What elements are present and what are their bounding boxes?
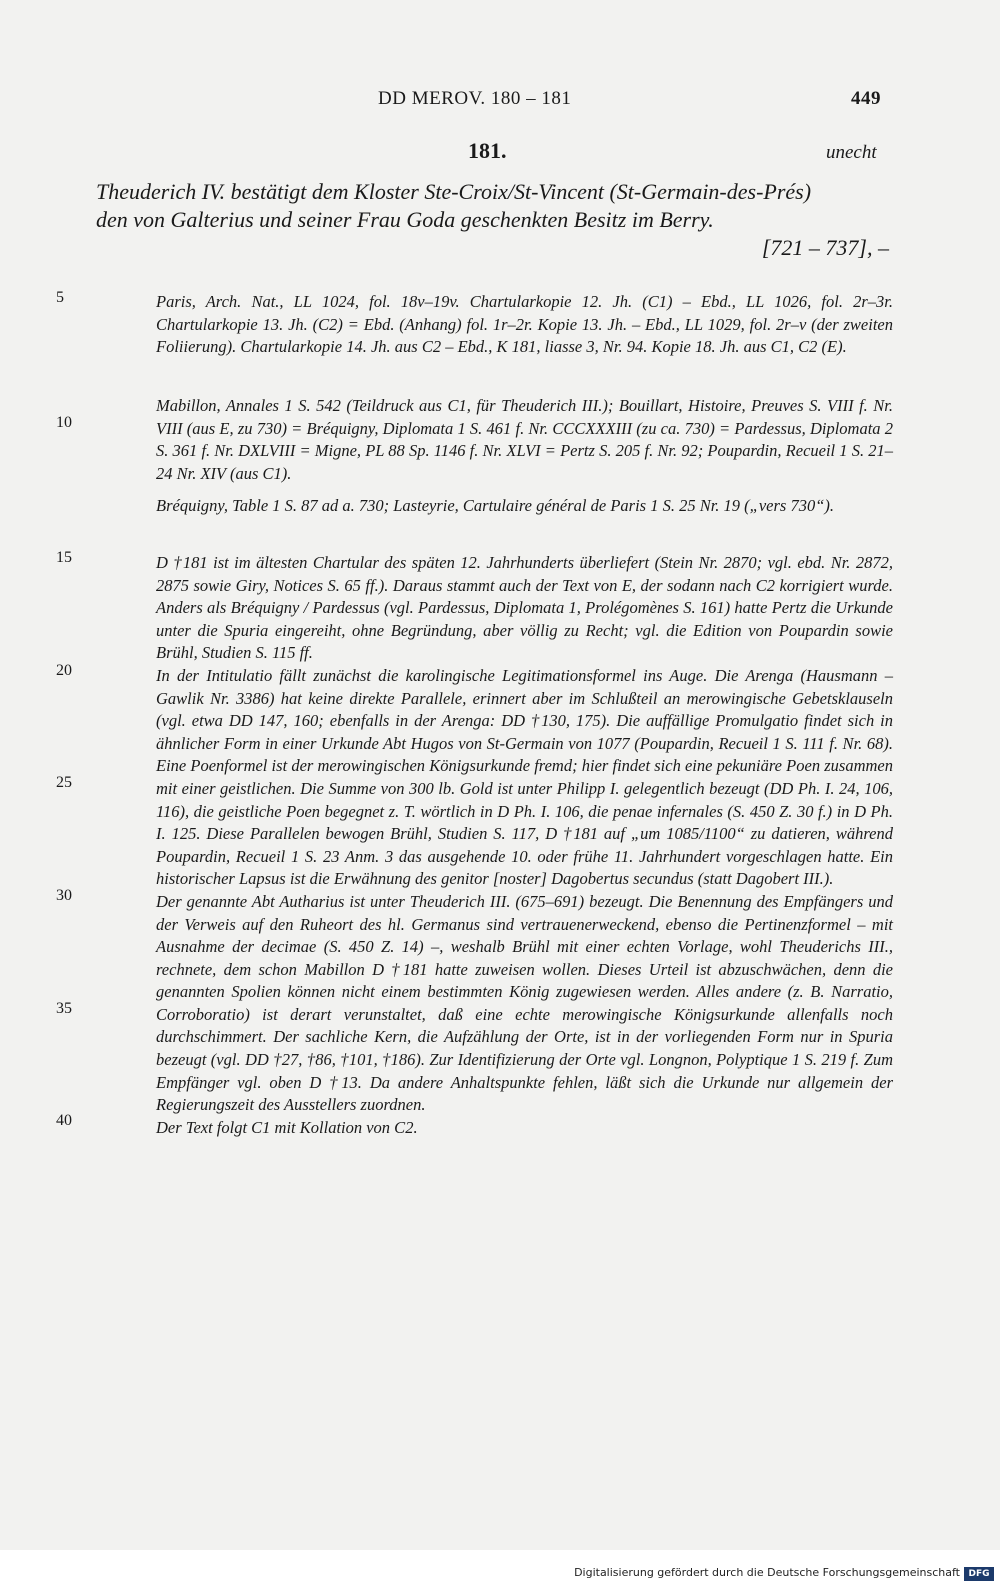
authenticity-status: unecht <box>826 142 877 163</box>
document-header <box>0 138 1000 168</box>
manuscript-tradition <box>156 291 893 359</box>
editions <box>156 395 893 485</box>
funding-credit: Digitalisierung gefördert durch die Deutsche Forschungsgemeinschaft <box>574 1566 960 1579</box>
footer <box>0 1550 1000 1590</box>
line-number: 35 <box>56 1000 72 1017</box>
line-number: 25 <box>56 774 72 791</box>
line-number: 20 <box>56 662 72 679</box>
line-number: 5 <box>56 289 64 306</box>
regest-line: den von Galterius und seiner Frau Goda geschenkten Besitz im Berry. <box>96 207 714 232</box>
tradition-text: Paris, Arch. Nat., LL 1024, fol. 18v–19v. Chartularkopie 12. Jh. (C1) – Ebd., LL 1026, fol. 2r–3r. Chartularkopie 13. Jh. (C2) = Ebd. (Anhang) fol. 1r–2r. Kopie 13. Jh. – Ebd., LL 1029, fol. 2r–v (der zweiten Foliierung). Chartularkopie 14. Jh. aus C2 – Ebd., K 181, liasse 3, Nr. 94. Kopie 18. Jh. aus C1, C2 (E). <box>156 292 893 357</box>
editions-text: Mabillon, Annales 1 S. 542 (Teildruck aus C1, für Theuderich III.); Bouillart, Histoire, Preuves S. VIII f. Nr. VIII (aus E, zu 730) = Bréquigny, Diplomata 1 S. 461 f. Nr. CCCXXXIII (zu ca. 730) = Pardessus, Diplomata 2 S. 361 f. Nr. DXLVIII = Migne, PL 88 Sp. 1146 f. Nr. XLVI = Pertz S. 205 f. Nr. 92; Poupardin, Recueil 1 S. 21–24 Nr. XIV (aus C1). <box>156 396 893 483</box>
commentary-paragraph: In der Intitulatio fällt zunächst die karolingische Legitimationsformel ins Auge. Die Arenga (Hausmann – Gawlik Nr. 3386) hat keine direkte Parallele, erinnert aber im Schlußteil an merowingische Gebetsklauseln (vgl. etwa DD 147, 160; ebenfalls in der Arenga: DD †130, 175). Die auffällige Promulgatio findet sich in ähnlicher Form in einer Urkunde Abt Hugos von St-Germain von 1077 (Poupardin, Recueil 1 S. 111 f. Nr. 68). Eine Poenformel ist der merowingischen Königsurkunde fremd; hier findet sich eine pekuniäre Poen zusammen mit einer geistlichen. Die Summe von 300 lb. Gold ist unter Philipp I. gelegentlich bezeugt (DD Ph. I. 24, 106, 116), die geistliche Poen begegnet z. T. wörtlich in D Ph. I. 106, die penae infernales (S. 450 Z. 30 f.) in D Ph. I. 125. Diese Parallelen bewogen Brühl, Studien S. 117, D †181 auf „um 1085/1100“ zu datieren, während Poupardin, Recueil 1 S. 23 Anm. 3 das ausgehende 10. oder frühe 11. Jahrhundert vorgeschlagen hatte. Ein historischer Lapsus ist die Erwähnung des genitor [noster] Dagobertus secundus (statt Dagobert III.). <box>156 665 893 889</box>
line-number: 30 <box>56 887 72 904</box>
running-head-title: DD MEROV. 180 – 181 <box>378 88 572 109</box>
regesta-text: Bréquigny, Table 1 S. 87 ad a. 730; Lasteyrie, Cartulaire général de Paris 1 S. 25 Nr. 19 („vers 730“). <box>156 496 835 515</box>
commentary-paragraph: Der genannte Abt Autharius ist unter Theuderich III. (675–691) bezeugt. Die Benennung des Empfängers und der Verweis auf den Ruheort des hl. Germanus sind vertrauenerweckend, ebenso die Pertinenzformel – mit Ausnahme der decimae (S. 450 Z. 14) –, weshalb Brühl mit einer echten Vorlage, wohl Theuderichs III., rechnete, dem schon Mabillon D †181 hatte zuweisen wollen. Dieses Urteil ist abzuschwächen, denn die genannten Spolien können nicht einem bestimmten König zugewiesen werden. Alles andere (z. B. Narratio, Corroboratio) ist derart verunstaltet, daß eine echte merowingische Königsurkunde allenfalls noch durchschimmert. Der sachliche Kern, die Aufzählung der Orte, ist in der vorliegenden Form nur in Spuria bezeugt (vgl. DD †27, †86, †101, †186). Zur Identifizierung der Orte vgl. Longnon, Polyptique 1 S. 219 f. Zum Empfänger vgl. oben D †13. Da andere Anhaltspunkte fehlen, läßt sich die Urkunde nur allgemein der Regierungszeit des Ausstellers zuordnen. <box>156 891 893 1115</box>
commentary <box>156 552 893 1139</box>
page-number: 449 <box>851 88 881 109</box>
regesta <box>156 495 893 518</box>
line-number: 10 <box>56 414 72 431</box>
line-number: 15 <box>56 549 72 566</box>
document-number: 181. <box>468 138 507 163</box>
regest <box>96 178 889 262</box>
commentary-paragraph: D †181 ist im ältesten Chartular des späten 12. Jahrhunderts überliefert (Stein Nr. 2870; vgl. ebd. Nr. 2872, 2875 sowie Giry, Notices S. 65 ff.). Daraus stammt auch der Text von E, der sodann nach C2 korrigiert wurde. Anders als Bréquigny / Pardessus (vgl. Pardessus, Diplomata 1, Prolégomènes S. 161) hatte Pertz die Urkunde unter die Spuria eingereiht, ohne Begründung, aber völlig zu Recht; vgl. die Edition von Poupardin sowie Brühl, Studien S. 115 ff. <box>156 553 893 663</box>
document-date: [721 – 737], – <box>761 235 889 260</box>
dfg-logo: DFG <box>964 1567 994 1581</box>
commentary-paragraph: Der Text folgt C1 mit Kollation von C2. <box>156 1117 418 1137</box>
line-number: 40 <box>56 1112 72 1129</box>
regest-line: Theuderich IV. bestätigt dem Kloster Ste-Croix/St-Vincent (St-Germain-des-Prés) <box>96 179 812 204</box>
